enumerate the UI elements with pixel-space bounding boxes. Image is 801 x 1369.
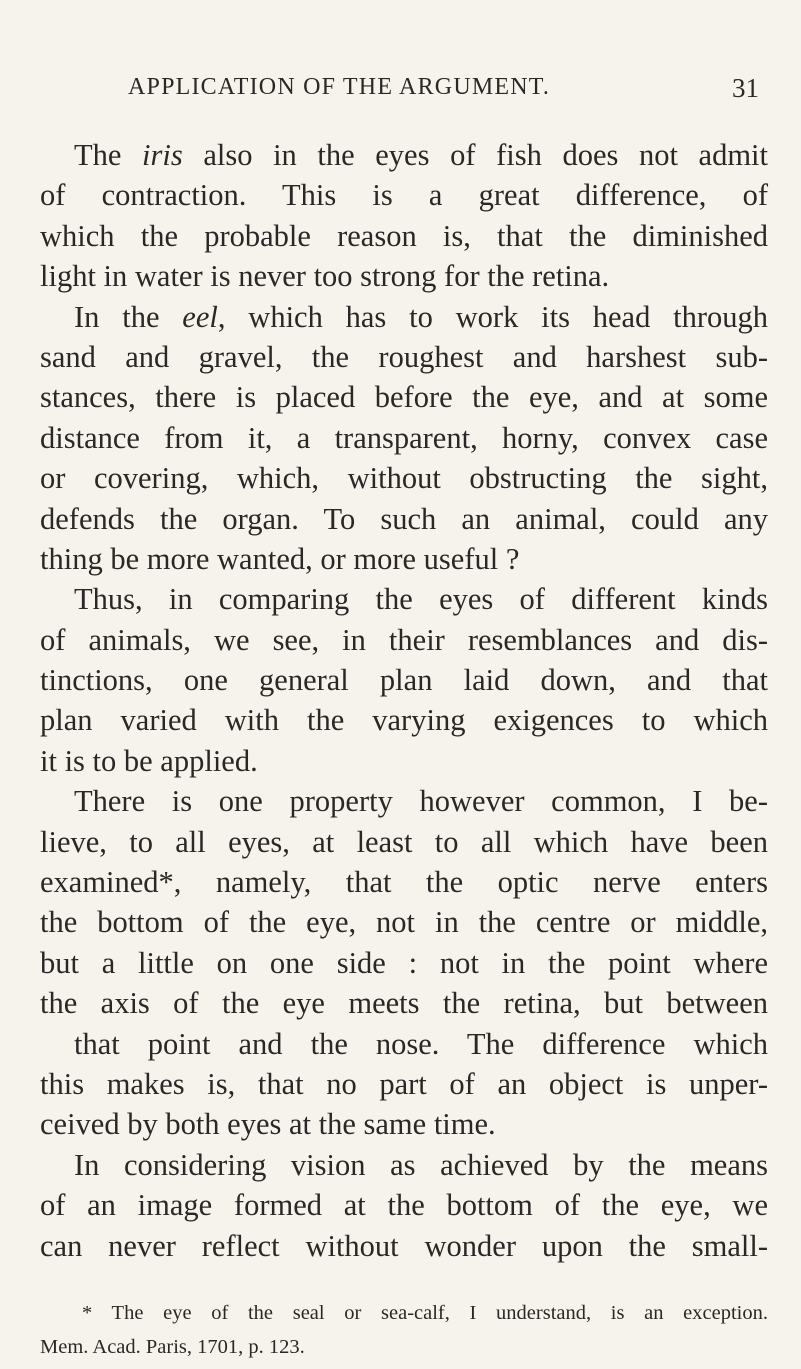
italic-word: eel bbox=[182, 299, 218, 334]
text-line: of an image formed at the bottom of the eye, we bbox=[40, 1188, 768, 1223]
text-line: distance from it, a transparent, horny, convex case bbox=[40, 420, 768, 455]
text-line: ceived by both eyes at the same time. bbox=[40, 1107, 496, 1142]
text-line: which the probable reason is, that the diminished bbox=[40, 218, 768, 253]
text-line: examined*, namely, that the optic nerve enters bbox=[40, 865, 768, 900]
italic-word: iris bbox=[142, 138, 183, 172]
text-line: sand and gravel, the roughest and harshest sub- bbox=[40, 339, 768, 374]
running-head bbox=[0, 64, 801, 104]
body-text bbox=[40, 135, 768, 1266]
text-line: stances, there is placed before the eye, and at some bbox=[40, 380, 768, 415]
running-title: APPLICATION OF THE ARGUMENT. bbox=[128, 74, 551, 100]
text-line: lieve, to all eyes, at least to all which have been bbox=[40, 824, 768, 859]
page-number: 31 bbox=[732, 73, 759, 103]
text-line: but a little on one side : not in the point where bbox=[40, 945, 768, 980]
text-line: can never reflect without wonder upon the small- bbox=[40, 1228, 768, 1263]
text-line: Thus, in comparing the eyes of different kinds bbox=[74, 582, 768, 617]
text-line: thing be more wanted, or more useful ? bbox=[40, 541, 520, 576]
text-line: or covering, which, without obstructing the sight, bbox=[40, 461, 768, 496]
text-line: In considering vision as achieved by the means bbox=[74, 1147, 768, 1182]
text-line: tinctions, one general plan laid down, and that bbox=[40, 663, 768, 698]
text-line: plan varied with the varying exigences to which bbox=[40, 703, 768, 738]
text-line: that point and the nose. The difference which bbox=[74, 1026, 768, 1061]
footnote bbox=[40, 1296, 768, 1364]
text-line: of contraction. This is a great difference, of bbox=[40, 178, 768, 213]
text-line: defends the organ. To such an animal, could any bbox=[40, 501, 768, 536]
text-line: In the eel, which has to work its head through bbox=[74, 299, 769, 334]
footnote-line: * The eye of the seal or sea-calf, I understand, is an exception. bbox=[82, 1302, 768, 1324]
text-line: of animals, we see, in their resemblances and dis- bbox=[40, 622, 768, 657]
text-line: this makes is, that no part of an object is unper- bbox=[40, 1066, 768, 1101]
text-line: the axis of the eye meets the retina, but between bbox=[40, 986, 768, 1021]
text-line: There is one property however common, I be- bbox=[74, 784, 768, 819]
text-line: light in water is never too strong for the retina. bbox=[40, 259, 610, 294]
text-line: The iris also in the eyes of fish does not admit bbox=[74, 138, 768, 172]
footnote-line: Mem. Acad. Paris, 1701, p. 123. bbox=[40, 1336, 305, 1358]
text-line: the bottom of the eye, not in the centre or middle, bbox=[40, 905, 768, 940]
text-line: it is to be applied. bbox=[40, 743, 258, 778]
